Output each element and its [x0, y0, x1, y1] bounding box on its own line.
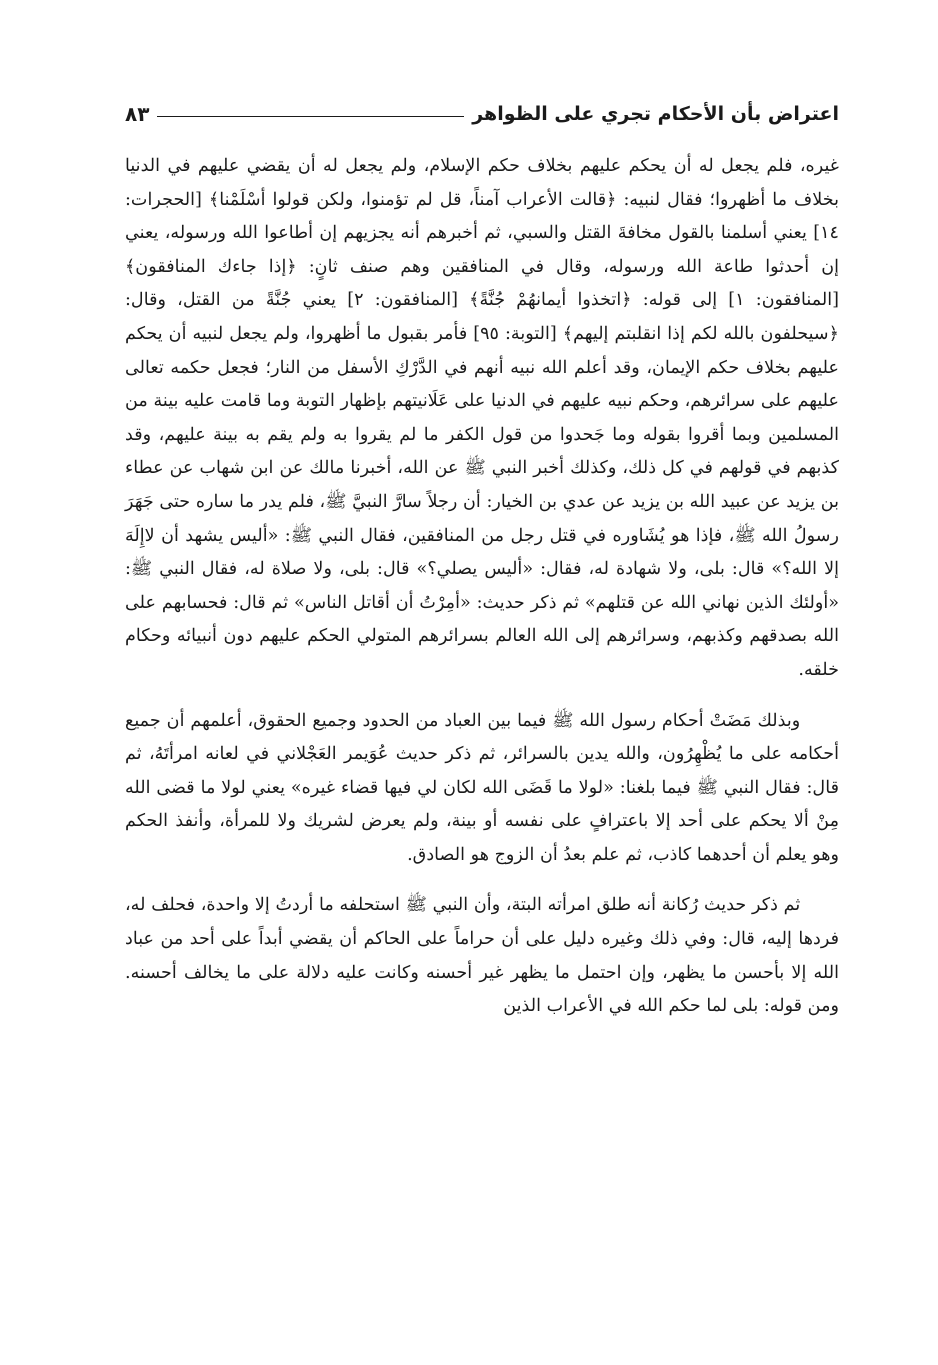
paragraph-3: ثم ذكر حديث رُكانة أنه طلق امرأته البتة، وأن النبي ﷺ استحلفه ما أردتُ إلا واحدة، فحلف له، فردها إليه، قال: وفي ذلك وغيره دليل على أن حراماً على الحاكم أن يقضي أبداً على أحد من عباد الله إلا بأحسن ما يظهر، وإن احتمل ما يظهر غير أحسنه وكانت عليه دلالة على ما يخالف أحسنه. ومن قوله: بلى لما حكم الله في الأعراب الذين [125, 895, 839, 1017]
header-rule [157, 116, 464, 117]
running-header [125, 96, 839, 132]
page-number: ٨٣ [125, 102, 150, 126]
running-title: اعتراض بأن الأحكام تجري على الظواهر [472, 103, 839, 125]
book-page [125, 96, 839, 1024]
paragraph-1: غيره، فلم يجعل له أن يحكم عليهم بخلاف حكم الإسلام، ولم يجعل له أن يقضي عليهم في الدنيا بخلاف ما أظهروا؛ فقال لنبيه: ﴿قالت الأعراب آمناً، قل لم تؤمنوا، ولكن قولوا أسْلَمْنا﴾ [الحجرات: ١٤] يعني أسلمنا بالقول مخافةَ القتل والسبي، ثم أخبرهم أنه يجزيهم إن أطاعوا الله ورسوله، يعني إن أحدثوا طاعة الله ورسوله، وقال في المنافقين وهم صنف ثانٍ: ﴿إذا جاءك المنافقون﴾ [المنافقون: ١] إلى قوله: ﴿اتخذوا أيمانهُمْ جُنَّةً﴾ [المنافقون: ٢] يعني جُنَّةً من القتل، وقال: ﴿سيحلفون بالله لكم إذا انقلبتم إليهم﴾ [التوبة: ٩٥] فأمر بقبول ما أظهروا، ولم يجعل لنبيه أن يحكم عليهم بخلاف حكم الإيمان، وقد أعلم الله نبيه أنهم في الدَّرْكِ الأسفل من النار؛ فجعل حكمه تعالى عليهم على سرائرهم، وحكم نبيه عليهم في الدنيا على عَلَانيتهم بإظهار التوبة وما قامت عليه بينة من المسلمين وبما أقروا بقوله وما جَحدوا من قول الكفر ما لم يقروا به ولم يقم به بينة عليهم، وقد كذبهم في قولهم في كل ذلك، وكذلك أخبر النبي ﷺ عن الله، أخبرنا مالك عن ابن شهاب عن عطاء بن يزيد عن عبيد الله بن يزيد عن عدي بن الخيار: أن رجلاً سارَّ النبيَّ ﷺ، فلم يدر ما ساره حتى جَهَرَ رسولُ الله ﷺ، فإذا هو يُشَاوره في قتل رجل من المنافقين، فقال النبي ﷺ: «أليس يشهد أن لاإِلَهَ إلا الله؟» قال: بلى، ولا شهادة له، فقال: «أليس يصلي؟» قال: بلى، ولا صلاة له، فقال النبي ﷺ: «أولئك الذين نهاني الله عن قتلهم» ثم ذكر حديث: «أمِرْتُ أن أقاتل الناس» ثم قال: فحسابهم على الله بصدقهم وكذبهم، وسرائرهم إلى الله العالم بسرائرهم المتولي الحكم عليهم دون أنبيائه وحكام خلقه. [125, 156, 840, 680]
paragraph-2: وبذلك مَضَتْ أحكام رسول الله ﷺ فيما بين العباد من الحدود وجميع الحقوق، أعلمهم أن جميع أحكامه على ما يُظْهِرُون، والله يدين بالسرائر، ثم ذكر حديث عُوَيمر العَجْلاني في لعانه امرأتَهُ، ثم قال: فقال النبي ﷺ فيما بلغنا: «لولا ما قَضَى الله لكان لي فيها قضاء غيره» يعني لولا ما قضى الله مِنْ ألا يحكم على أحد إلا باعترافٍ على نفسه أو بينة، ولم يعرض لشريك ولا للمرأة، وأنفذ الحكم وهو يعلم أن أحدهما كاذب، ثم علم بعدُ أن الزوج هو الصادق. [125, 710, 839, 865]
